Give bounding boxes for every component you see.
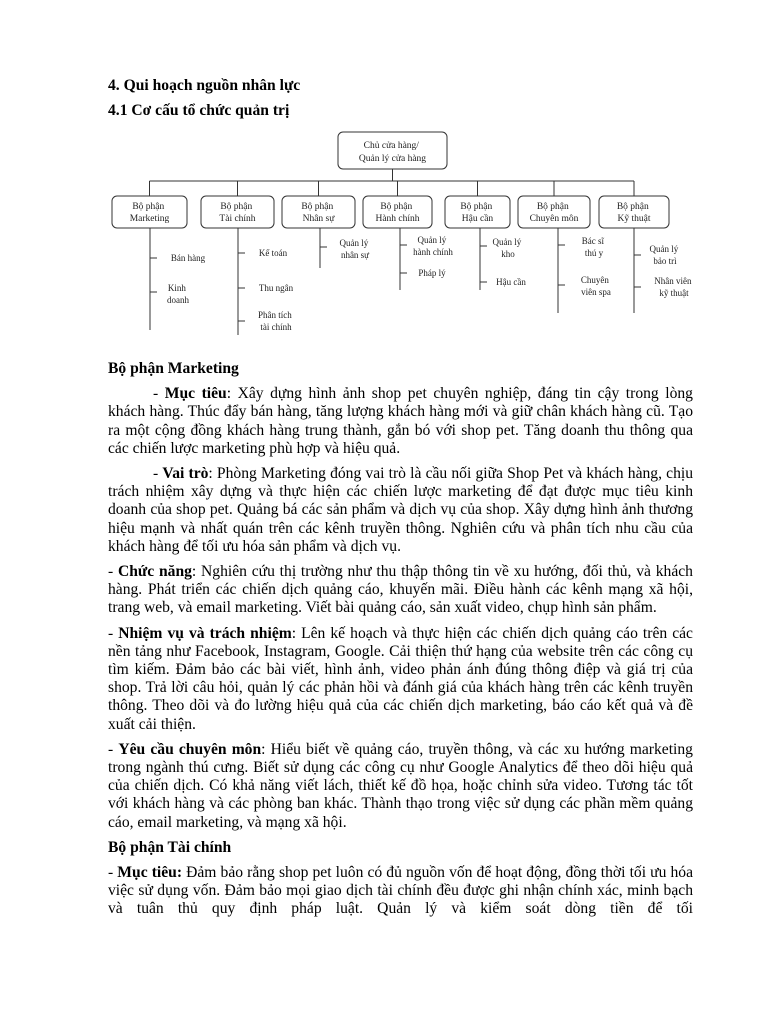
org-dept-label-line: Bộ phận xyxy=(132,202,165,212)
bullet-dash: - xyxy=(153,385,165,403)
org-dept-label-line: Marketing xyxy=(129,214,170,224)
org-dept-label-line: Kỹ thuật xyxy=(617,214,651,224)
org-role-line: Quản lý xyxy=(417,235,447,245)
document-body xyxy=(108,360,693,926)
org-dept-technical xyxy=(599,196,694,313)
org-role-line: doanh xyxy=(167,295,189,305)
paragraph-marketing-goal xyxy=(108,385,693,458)
org-dept-hr xyxy=(282,196,371,268)
org-role xyxy=(654,276,694,298)
org-role-line: nhân sự xyxy=(340,250,370,260)
org-dept-label-line: Bộ phận xyxy=(536,202,569,212)
org-role xyxy=(258,310,294,332)
paragraph-text: : Xây dựng hình ảnh shop pet chuyên nghiệp, đáng tin cậy trong lòng khách hàng. Thúc đẩy bán hàng, tăng lượng khách hàng mới và giữ chân khách hàng cũ. Tạo ra một cộng đồng khách hàng trung thành, gắn bó với shop pet. Tăng doanh thu thông qua các chiến lược marketing phù hợp và hiệu quả. xyxy=(108,385,693,457)
department-heading-finance: Bộ phận Tài chính xyxy=(108,838,232,856)
subsection-heading: 4.1 Cơ cấu tổ chức quản trị xyxy=(108,102,290,119)
paragraph-marketing-requirements xyxy=(108,741,693,832)
org-chart xyxy=(0,0,768,345)
org-role-line: hành chính xyxy=(413,247,453,257)
org-role: Bán hàng xyxy=(170,253,206,263)
org-role-line: Phân tích xyxy=(258,310,292,320)
org-role-line: Kinh xyxy=(167,283,186,293)
bullet-dash: - xyxy=(108,740,119,758)
org-role xyxy=(340,238,371,260)
org-role xyxy=(167,283,189,305)
org-role-line: Bác sĩ xyxy=(581,236,604,246)
paragraph-label: Mục tiêu: xyxy=(117,864,183,882)
org-role: Kế toán xyxy=(258,248,288,258)
org-role-line: tài chính xyxy=(260,322,292,332)
org-dept-label-line: Hành chính xyxy=(375,214,420,224)
paragraph-text: : Hiểu biết về quảng cáo, truyền thông, và các xu hướng marketing trong ngành thú cưng. Biết sử dụng các công cụ như Google Analytics để theo dõi hiệu quả của chiến dịch. Có khả năng viết lách, thiết kế đồ họa, hoặc chỉnh sửa video. Tương tác tốt với khách hàng và các phòng ban khác. Thành thạo trong việc sử dụng các phần mềm quảng cáo, email marketing, và mạng xã hội. xyxy=(108,740,693,831)
org-role-line: kho xyxy=(501,249,515,259)
paragraph-marketing-duties xyxy=(108,625,693,734)
org-root-label-line: Quản lý cửa hàng xyxy=(358,154,427,164)
org-dept-marketing xyxy=(112,196,206,330)
org-role-line: Nhân viên xyxy=(654,276,692,286)
paragraph-marketing-function xyxy=(108,563,693,618)
org-role-line: thú y xyxy=(584,248,604,258)
bullet-dash: - xyxy=(108,624,119,642)
org-dept-label-line: Bộ phận xyxy=(301,202,334,212)
org-role: Thu ngân xyxy=(258,283,294,293)
bullet-dash: - xyxy=(153,465,163,483)
org-dept-admin xyxy=(363,196,453,290)
org-dept-label-line: Bộ phận xyxy=(460,202,493,212)
paragraph-label: Chức năng xyxy=(117,563,192,581)
org-role: Pháp lý xyxy=(418,268,446,278)
org-role xyxy=(650,244,681,266)
org-role xyxy=(582,236,607,258)
org-connectors xyxy=(150,169,635,196)
org-dept-label-line: Bộ phận xyxy=(220,202,253,212)
org-role-line: Quản lý xyxy=(649,244,679,254)
paragraph-marketing-role xyxy=(108,465,693,556)
paragraph-text: Đảm bảo rằng shop pet luôn có đủ nguồn vốn để hoạt động, đồng thời tối ưu hóa việc sử dụng vốn. Đảm bảo mọi giao dịch tài chính đều được ghi nhận chính xác, minh bạch và tuân thủ quy định pháp luật. Quản lý và kiểm soát dòng tiền để tối xyxy=(108,864,694,918)
org-root-label-line: Chủ cửa hàng/ xyxy=(363,141,419,151)
section-heading: 4. Qui hoạch nguồn nhân lực xyxy=(108,77,301,94)
org-role-line: bảo trì xyxy=(653,256,677,266)
paragraph-label: Yêu cầu chuyên môn xyxy=(118,740,262,758)
bullet-dash: - xyxy=(108,563,118,581)
org-node-root xyxy=(338,132,447,169)
org-dept-logistics xyxy=(445,196,526,290)
paragraph-finance-goal xyxy=(108,864,693,919)
org-role: Hậu cần xyxy=(496,277,526,287)
org-dept-finance xyxy=(201,196,294,335)
paragraph-label: Vai trò xyxy=(162,465,209,483)
org-dept-specialist xyxy=(518,196,611,313)
department-heading-marketing: Bộ phận Marketing xyxy=(108,360,239,377)
bullet-dash: - xyxy=(108,864,118,882)
org-dept-label-line: Nhân sự xyxy=(302,214,335,224)
paragraph-text: : Phòng Marketing đóng vai trò là cầu nối giữa Shop Pet và khách hàng, chịu trách nhiệm xây dựng và thực hiện các chiến lược marketing để đạt được mục tiêu kinh doanh của shop pet. Quảng bá các sản phẩm và dịch vụ của shop. Xây dựng hình ảnh thương hiệu mạnh và nhất quán trên các kênh truyền thông. Nghiên cứu và phân tích nhu cầu của khách hàng để tối ưu hóa sản phẩm và dịch vụ. xyxy=(108,465,693,555)
org-role xyxy=(413,235,453,257)
org-dept-label-line: Bộ phận xyxy=(616,202,649,212)
paragraph-text: : Nghiên cứu thị trường như thu thập thông tin về xu hướng, đối thủ, và khách hàng. Phát triển các chiến dịch quảng cáo, khuyến mãi. Điều hành các kênh mạng xã hội, trang web, và email marketing. Viết bài quảng cáo, sản xuất video, chụp hình sản phẩm. xyxy=(108,563,693,617)
org-dept-label-line: Bộ phận xyxy=(380,202,413,212)
org-role-line: Quản lý xyxy=(492,237,522,247)
org-dept-label-line: Chuyên môn xyxy=(529,214,579,224)
org-role xyxy=(493,237,524,259)
org-role-line: viên spa xyxy=(581,287,611,297)
paragraph-label: Mục tiêu xyxy=(164,385,227,403)
org-dept-label-line: Hậu cần xyxy=(461,214,494,224)
org-dept-label-line: Tài chính xyxy=(219,214,256,224)
org-role xyxy=(581,275,611,297)
org-role-line: Quản lý xyxy=(339,238,369,248)
org-role-line: kỹ thuật xyxy=(659,288,689,298)
org-role-line: Chuyên xyxy=(580,275,609,285)
paragraph-label: Nhiệm vụ và trách nhiệm xyxy=(118,624,292,642)
paragraph-text: : Lên kế hoạch và thực hiện các chiến dịch quảng cáo trên các nền tảng như Facebook, Instagram, Google. Cải thiện thứ hạng của website trên các công cụ tìm kiếm. Đảm bảo các bài viết, hình ảnh, video phản ánh đúng thông điệp và giá trị của shop. Trả lời câu hỏi, quản lý các phản hồi và đánh giá của khách hàng trên các kênh truyền thông. Theo dõi và đo lường hiệu quả của các chiến dịch marketing, báo cáo kết quả và đề xuất cải thiện. xyxy=(108,624,693,733)
